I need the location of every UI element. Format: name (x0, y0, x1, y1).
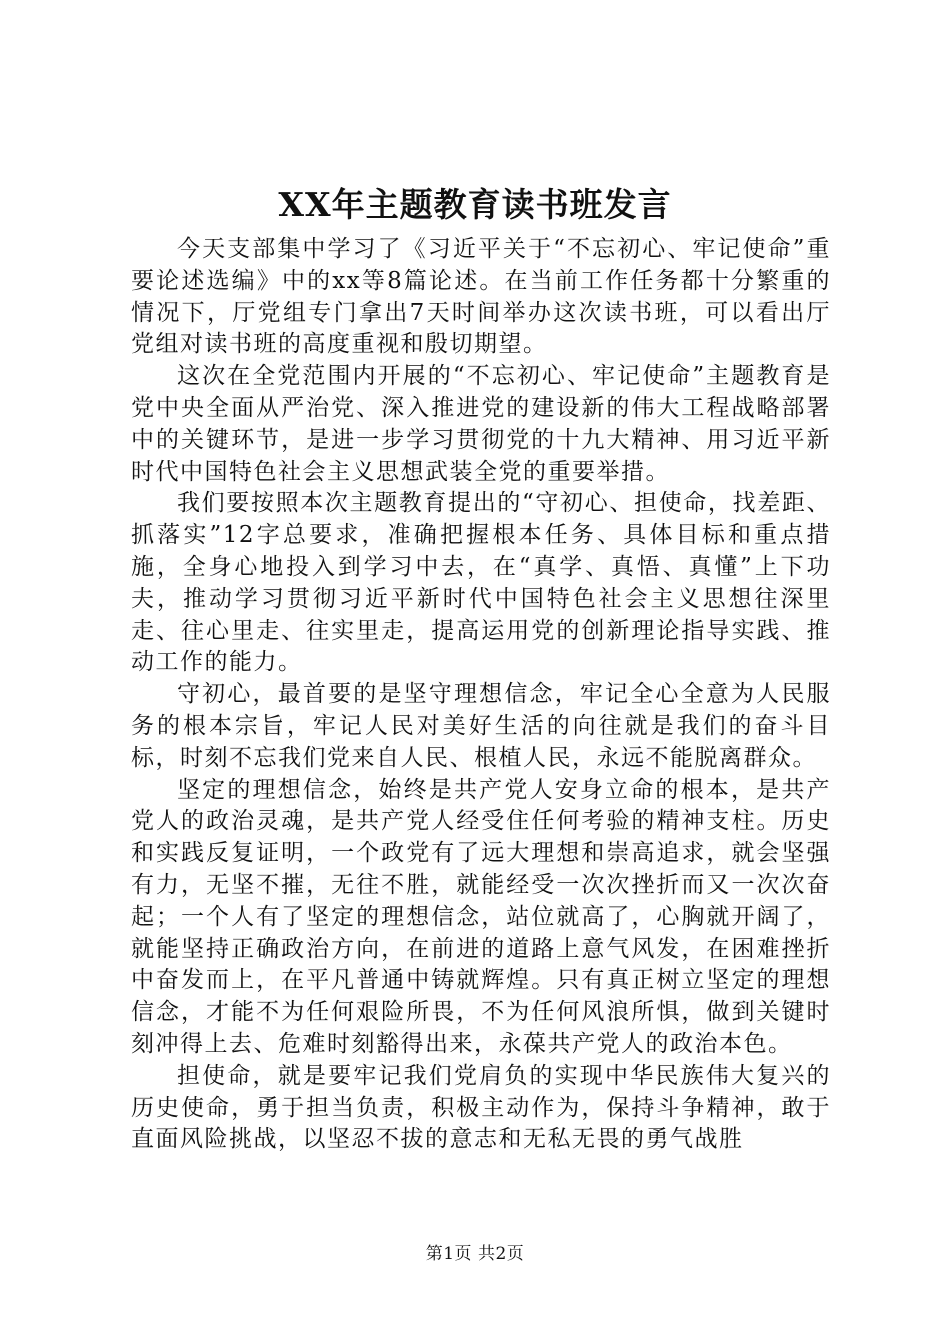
paragraph: 担使命，就是要牢记我们党肩负的实现中华民族伟大复兴的历史使命，勇于担当负责，积极主动作为，保持斗争精神，敢于直面风险挑战，以坚忍不拔的意志和无私无畏的勇气战胜 (131, 1062, 831, 1153)
paragraph: 今天支部集中学习了《习近平关于“不忘初心、牢记使命”重要论述选编》中的xx等8篇论述。在当前工作任务都十分繁重的情况下，厅党组专门拿出7天时间举办这次读书班，可以看出厅党组对读书班的高度重视和殷切期望。 (131, 236, 831, 358)
paragraph: 坚定的理想信念，始终是共产党人安身立命的根本，是共产党人的政治灵魂，是共产党人经受住任何考验的精神支柱。历史和实践反复证明，一个政党有了远大理想和崇高追求，就会坚强有力，无坚不摧，无往不胜，就能经受一次次挫折而又一次次奋起；一个人有了坚定的理想信念，站位就高了，心胸就开阔了，就能坚持正确政治方向，在前进的道路上意气风发，在困难挫折中奋发而上，在平凡普通中铸就辉煌。只有真正树立坚定的理想信念，才能不为任何艰险所畏，不为任何风浪所惧，做到关键时刻冲得上去、危难时刻豁得出来，永葆共产党人的政治本色。 (131, 776, 831, 1057)
paragraph: 这次在全党范围内开展的“不忘初心、牢记使命”主题教育是党中央全面从严治党、深入推进党的建设新的伟大工程战略部署中的关键环节，是进一步学习贯彻党的十九大精神、用习近平新时代中国特色社会主义思想武装全党的重要举措。 (131, 363, 831, 485)
paragraph: 我们要按照本次主题教育提出的“守初心、担使命，找差距、抓落实”12字总要求，准确把握根本任务、具体目标和重点措施，全身心地投入到学习中去，在“真学、真悟、真懂”上下功夫，推动学习贯彻习近平新时代中国特色社会主义思想往深里走、往心里走、往实里走，提高运用党的创新理论指导实践、推动工作的能力。 (131, 490, 831, 676)
page-number-footer: 第1页 共2页 (425, 1244, 525, 1264)
paragraph: 守初心，最首要的是坚守理想信念，牢记全心全意为人民服务的根本宗旨，牢记人民对美好生活的向往就是我们的奋斗目标，时刻不忘我们党来自人民、根植人民，永远不能脱离群众。 (131, 681, 831, 771)
page-title: XX年主题教育读书班发言 (278, 185, 672, 224)
document-body (131, 234, 831, 1156)
